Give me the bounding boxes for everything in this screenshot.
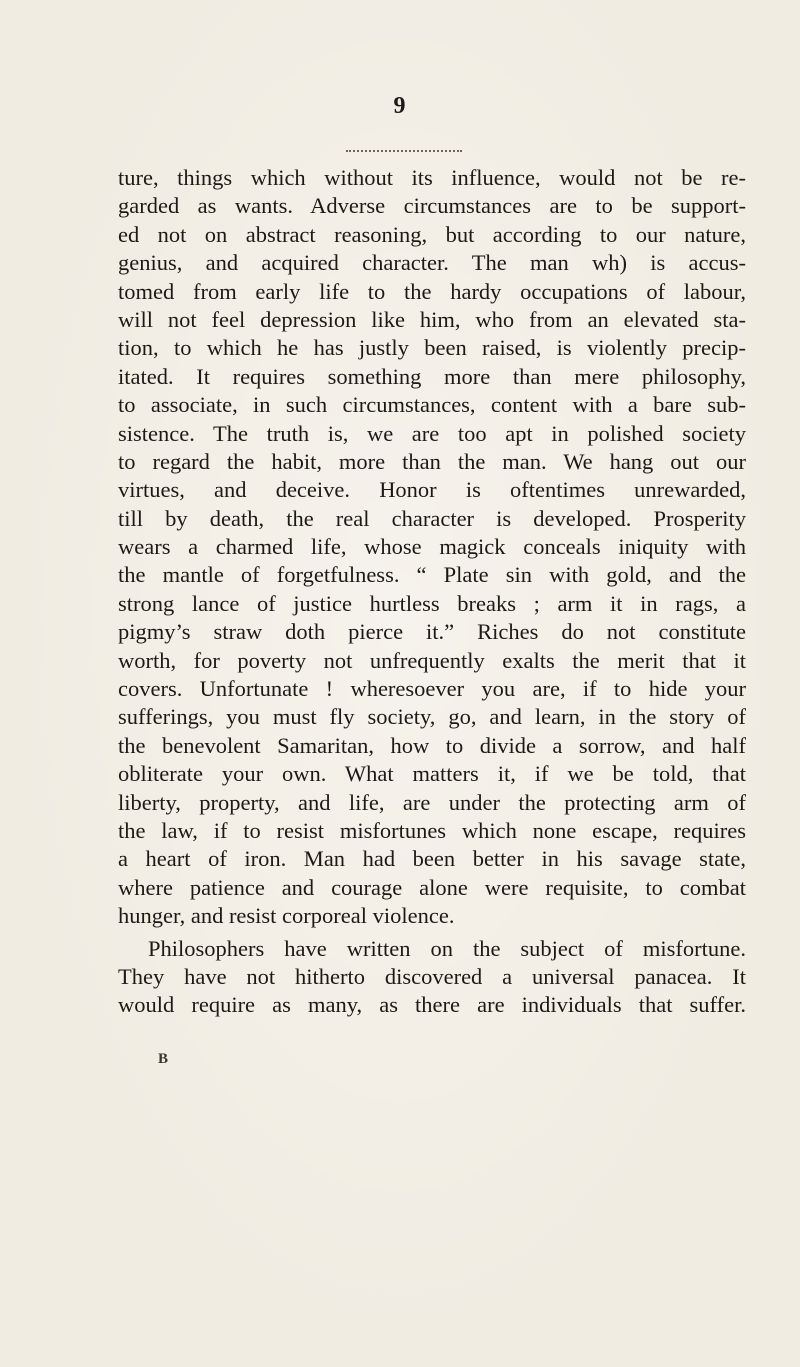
text-line: sistence. The truth is, we are too apt in polished society — [118, 420, 746, 446]
text-line: till by death, the real character is developed. Prosperity — [118, 505, 746, 531]
text-line: ed not on abstract reasoning, but according to our nature, — [118, 221, 746, 247]
signature-mark: B — [158, 1051, 169, 1067]
text-line: would require as many, as there are individuals that suffer. — [118, 992, 746, 1018]
text-line: garded as wants. Adverse circumstances are to be support- — [118, 193, 746, 219]
text-line: Philosophers have written on the subject of misfortune. — [148, 935, 746, 961]
text-line: to associate, in such circumstances, content with a bare sub- — [118, 392, 746, 418]
text-line: the law, if to resist misfortunes which none escape, requires — [118, 817, 746, 843]
text-line: will not feel depression like him, who from an elevated sta- — [118, 306, 746, 332]
text-line: where patience and courage alone were requisite, to combat — [118, 874, 746, 900]
text-line: hunger, and resist corporeal violence. — [118, 903, 455, 929]
header-rule — [346, 150, 462, 152]
text-line: obliterate your own. What matters it, if we be told, that — [118, 761, 746, 787]
text-line: tion, to which he has justly been raised, is violently precip- — [118, 335, 746, 361]
page-number: 9 — [393, 93, 407, 119]
paragraph-2 — [118, 935, 746, 1020]
text-line: genius, and acquired character. The man wh) is accus- — [118, 250, 746, 276]
text-line: They have not hitherto discovered a universal panacea. It — [118, 963, 746, 989]
text-line: virtues, and deceive. Honor is oftentimes unrewarded, — [118, 477, 746, 503]
text-line: strong lance of justice hurtless breaks ; arm it in rags, a — [118, 590, 746, 616]
text-line: the benevolent Samaritan, how to divide a sorrow, and half — [118, 732, 746, 758]
text-line: pigmy’s straw doth pierce it.” Riches do not constitute — [118, 619, 746, 645]
text-line: covers. Unfortunate ! wheresoever you are, if to hide your — [118, 676, 746, 702]
body-text — [118, 164, 746, 1020]
text-line: to regard the habit, more than the man. We hang out our — [118, 448, 746, 474]
text-line: worth, for poverty not unfrequently exalts the merit that it — [118, 647, 746, 673]
text-line: the mantle of forgetfulness. “ Plate sin with gold, and the — [118, 562, 746, 588]
paragraph-1 — [118, 164, 746, 931]
text-line: liberty, property, and life, are under the protecting arm of — [118, 789, 746, 815]
text-line: a heart of iron. Man had been better in his savage state, — [118, 846, 746, 872]
text-line: itated. It requires something more than mere philosophy, — [118, 363, 746, 389]
text-line: wears a charmed life, whose magick conceals iniquity with — [118, 534, 746, 560]
text-line: tomed from early life to the hardy occupations of labour, — [118, 278, 746, 304]
text-line: ture, things which without its influence, would not be re- — [118, 165, 746, 190]
text-line: sufferings, you must fly society, go, and learn, in the story of — [118, 704, 746, 730]
